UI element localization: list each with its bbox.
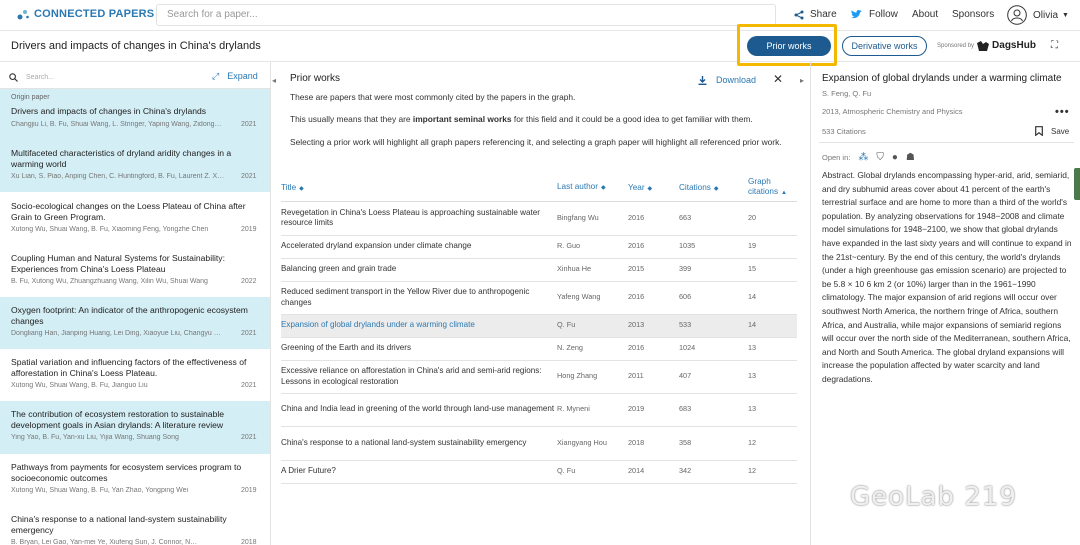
list-item[interactable] <box>0 139 270 192</box>
list-search-placeholder: Search... <box>26 73 55 81</box>
search-icon <box>9 73 18 82</box>
row-title: China and India lead in greening of the world through land-use management <box>281 393 557 426</box>
expand-label: Expand <box>227 71 258 81</box>
row-graph-citations: 19 <box>748 235 797 258</box>
detail-authors: S. Feng, Q. Fu <box>822 89 872 98</box>
paper-title: Oxygen footprint: An indicator of the anthropogenic ecosystem changes <box>11 305 248 326</box>
sponsors-link[interactable]: Sponsors <box>952 9 995 20</box>
paper-authors: Xutong Wu, Shuai Wang, B. Fu, Jianguo Liu <box>11 382 148 389</box>
row-title: Excessive reliance on afforestation in China's arid and semi-arid regions: Lessons in ecological restoration <box>281 360 557 393</box>
fullscreen-icon[interactable]: ⛶ <box>1051 40 1058 51</box>
row-graph-citations: 13 <box>748 393 797 426</box>
save-button[interactable] <box>1035 126 1069 136</box>
seminal-works-emphasis: important seminal works <box>412 114 512 124</box>
paper-authors: Ying Yao, B. Fu, Yan-xu Liu, Yijia Wang, Shuang Song <box>11 434 179 441</box>
paper-title: The contribution of ecosystem restoration to sustainable development goals in Asian drylands: A literature review <box>11 409 225 430</box>
sort-icon: ◆ <box>713 186 719 193</box>
row-author: Q. Fu <box>557 460 628 483</box>
paper-year: 2022 <box>241 278 257 285</box>
row-graph-citations: 13 <box>748 360 797 393</box>
download-icon <box>698 76 707 85</box>
list-item[interactable] <box>0 454 270 506</box>
row-year: 2016 <box>628 201 679 235</box>
save-label: Save <box>1051 126 1070 136</box>
row-citations: 663 <box>679 201 748 235</box>
row-author: Bingfang Wu <box>557 201 628 235</box>
divider <box>819 142 1074 143</box>
paper-year: 2021 <box>241 382 257 389</box>
column-label: Graph citations <box>748 177 779 197</box>
list-item[interactable] <box>0 245 270 297</box>
list-item[interactable] <box>0 192 270 245</box>
row-citations: 358 <box>679 426 748 460</box>
list-item[interactable] <box>0 349 270 401</box>
row-author: R. Guo <box>557 235 628 258</box>
row-title: Reduced sediment transport in the Yellow River due to anthropogenic changes <box>281 281 557 314</box>
description-line-2 <box>290 113 790 126</box>
paper-detail-panel <box>810 62 1080 545</box>
row-citations: 399 <box>679 258 748 281</box>
user-name: Olivia <box>1033 9 1059 21</box>
row-author: N. Zeng <box>557 337 628 360</box>
column-year[interactable] <box>628 175 679 201</box>
row-title: Greening of the Earth and its drivers <box>281 337 557 360</box>
row-citations: 1035 <box>679 235 748 258</box>
column-last-author[interactable] <box>557 175 628 201</box>
list-item[interactable] <box>0 506 270 545</box>
row-author: Xiangyang Hou <box>557 426 628 460</box>
detail-venue: 2013, Atmospheric Chemistry and Physics <box>822 107 963 116</box>
doi-icon[interactable]: ● <box>891 152 898 163</box>
row-year: 2014 <box>628 460 679 483</box>
sponsor-badge[interactable] <box>937 40 1036 51</box>
bookmark-icon <box>1035 126 1043 136</box>
paper-year: 2021 <box>241 173 257 180</box>
row-graph-citations: 14 <box>748 281 797 314</box>
column-label: Title <box>281 183 297 193</box>
logo[interactable] <box>17 8 154 20</box>
origin-paper-label: Origin paper <box>11 94 50 101</box>
row-title: Expansion of global drylands under a warming climate <box>281 314 557 337</box>
close-icon[interactable]: ✕ <box>773 72 784 86</box>
detail-citations: 533 Citations <box>822 127 866 136</box>
description-line-1: These are papers that were most commonly cited by the papers in the graph. <box>290 92 576 102</box>
row-year: 2018 <box>628 426 679 460</box>
share-link[interactable] <box>794 9 837 20</box>
column-label: Citations <box>679 183 711 193</box>
column-citations[interactable] <box>679 175 748 201</box>
row-graph-citations: 15 <box>748 258 797 281</box>
download-label: Download <box>716 75 757 85</box>
table-row-selected[interactable] <box>281 314 797 337</box>
table-row[interactable] <box>281 426 797 460</box>
row-title: Balancing green and grain trade <box>281 258 557 281</box>
row-title: Accelerated dryland expansion under climate change <box>281 235 557 258</box>
user-menu[interactable] <box>1007 5 1069 25</box>
google-scholar-icon[interactable]: ☗ <box>905 152 915 163</box>
sponsor-name: DagsHub <box>992 40 1036 51</box>
paper-authors: Changjiu Li, B. Fu, Shuai Wang, L. Stringer, Yaping Wang, Zidong… <box>11 121 222 128</box>
paper-authors: B. Bryan, Lei Gao, Yan-mei Ye, Xiufeng Sun, J. Connor, N… <box>11 539 198 545</box>
paper-year: 2021 <box>241 121 257 128</box>
more-options-icon[interactable]: ••• <box>1055 106 1070 118</box>
paper-title: Coupling Human and Natural Systems for Sustainability: Experiences from China's Loess Plateau <box>11 253 225 274</box>
row-year: 2013 <box>628 314 679 337</box>
sponsor-label: Sponsored by <box>937 42 975 49</box>
connected-papers-icon[interactable]: ⁂ <box>858 152 869 163</box>
description-text: This usually means that they are <box>290 114 413 124</box>
paper-title: China's response to a national land-system sustainability emergency <box>11 514 227 535</box>
list-item[interactable] <box>0 297 270 349</box>
open-in-label: Open in: <box>822 153 851 162</box>
paper-year: 2021 <box>241 434 257 441</box>
row-year: 2011 <box>628 360 679 393</box>
follow-link[interactable] <box>851 9 898 20</box>
dagshub-logo-icon <box>977 41 989 51</box>
list-search-input[interactable] <box>9 69 199 85</box>
row-graph-citations: 12 <box>748 460 797 483</box>
column-title[interactable] <box>281 175 557 201</box>
sort-desc-icon: ▲ <box>781 190 787 197</box>
chevron-down-icon: ▼ <box>1062 11 1069 19</box>
row-citations: 342 <box>679 460 748 483</box>
row-year: 2016 <box>628 235 679 258</box>
open-in-row <box>822 152 915 163</box>
connected-papers-logo-icon <box>17 8 29 20</box>
side-tab[interactable] <box>1074 168 1080 200</box>
row-graph-citations: 12 <box>748 426 797 460</box>
column-label: Year <box>628 183 645 193</box>
panel-heading: Prior works <box>290 73 341 84</box>
search-input[interactable]: Search for a paper... <box>156 4 776 26</box>
row-citations: 407 <box>679 360 748 393</box>
description-text: for this field and it could be a good idea to get familiar with them. <box>511 114 753 124</box>
paper-title: Multifaceted characteristics of dryland aridity changes in a warming world <box>11 148 232 169</box>
graph-title: Drivers and impacts of changes in China's drylands <box>11 40 261 52</box>
row-author: Q. Fu <box>557 314 628 337</box>
column-label: Last author <box>557 182 598 192</box>
table-row[interactable] <box>281 460 797 483</box>
paper-authors: Xutong Wu, Shuai Wang, B. Fu, Yan Zhao, Yongping Wei <box>11 487 189 494</box>
semantic-scholar-icon[interactable]: ⛉ <box>876 152 884 163</box>
paper-authors: Dongliang Han, Jianping Huang, Lei Ding, Xiaoyue Liu, Changyu … <box>11 330 221 337</box>
download-button[interactable] <box>698 75 756 85</box>
paper-title: Socio-ecological changes on the Loess Plateau of China after Grain to Green Program. <box>11 201 246 222</box>
graph-papers-list <box>0 62 271 545</box>
row-citations: 606 <box>679 281 748 314</box>
row-citations: 1024 <box>679 337 748 360</box>
about-link[interactable]: About <box>912 9 939 20</box>
table-row[interactable] <box>281 281 797 314</box>
detail-title[interactable]: Expansion of global drylands under a warming climate <box>822 73 1062 84</box>
table-row[interactable] <box>281 393 797 426</box>
collapse-left-icon[interactable]: ◂ <box>272 76 277 85</box>
sort-icon: ◆ <box>647 186 653 193</box>
app-name: CONNECTED PAPERS <box>34 8 155 20</box>
paper-title: Spatial variation and influencing factors of the effectiveness of afforestation in China's Loess Plateau. <box>11 357 247 378</box>
table-row[interactable] <box>281 337 797 360</box>
row-title: China's response to a national land-system sustainability emergency <box>281 426 557 460</box>
row-title: A Drier Future? <box>281 460 557 483</box>
row-year: 2019 <box>628 393 679 426</box>
paper-year: 2021 <box>241 330 257 337</box>
row-graph-citations: 20 <box>748 201 797 235</box>
twitter-icon <box>851 10 862 19</box>
table-row[interactable] <box>281 235 797 258</box>
table-header <box>281 175 797 201</box>
row-author: Xinhua He <box>557 258 628 281</box>
paper-year: 2018 <box>241 539 257 545</box>
row-year: 2016 <box>628 281 679 314</box>
paper-authors: B. Fu, Xutong Wu, Zhuangzhuang Wang, Xilin Wu, Shuai Wang <box>11 278 208 285</box>
sort-icon: ◆ <box>600 185 606 192</box>
paper-authors: Xutong Wu, Shuai Wang, B. Fu, Xiaoming Feng, Yongzhe Chen <box>11 226 209 233</box>
expand-button[interactable] <box>212 71 258 82</box>
watermark: GeoLab 219 <box>850 482 1017 512</box>
row-year: 2016 <box>628 337 679 360</box>
row-author: Hong Zhang <box>557 360 628 393</box>
derivative-works-button[interactable]: Derivative works <box>842 36 927 56</box>
row-graph-citations: 13 <box>748 337 797 360</box>
paper-year: 2019 <box>241 226 257 233</box>
column-graph-citations[interactable] <box>748 175 797 201</box>
row-author: R. Myneni <box>557 393 628 426</box>
share-icon <box>794 10 804 20</box>
row-graph-citations: 14 <box>748 314 797 337</box>
expand-arrows-icon: ⤢ <box>212 71 220 81</box>
row-citations: 683 <box>679 393 748 426</box>
list-item[interactable] <box>0 401 270 454</box>
top-bar <box>0 0 1080 31</box>
row-author: Yafeng Wang <box>557 281 628 314</box>
prior-works-table <box>281 175 797 484</box>
paper-title: Pathways from payments for ecosystem services program to socioeconomic outcomes <box>11 462 242 483</box>
description-line-3: Selecting a prior work will highlight all graph papers referencing it, and selecting a graph paper will highlight all referenced prior work. <box>290 137 782 147</box>
row-citations: 533 <box>679 314 748 337</box>
collapse-right-icon[interactable]: ▸ <box>800 76 805 85</box>
paper-title: Drivers and impacts of changes in China's drylands <box>11 106 207 116</box>
table-row[interactable] <box>281 360 797 393</box>
row-year: 2015 <box>628 258 679 281</box>
paper-year: 2019 <box>241 487 257 494</box>
avatar-icon <box>1007 5 1027 25</box>
origin-paper-item[interactable] <box>0 89 270 139</box>
sort-icon: ◆ <box>299 186 304 193</box>
table-row[interactable] <box>281 258 797 281</box>
share-label: Share <box>810 9 837 20</box>
table-row[interactable] <box>281 201 797 235</box>
follow-label: Follow <box>869 9 898 20</box>
detail-abstract: Abstract. Global drylands encompassing hyper-arid, arid, semiarid, and dry subhumid areas cover about 41 percent of the earth's terrestrial surface and are home to more than a third of the world's population. By analyzing observations for 1948−2008 and climate model simulations for 1948−2100, we show that global drylands have expanded in the last sixty years and will continue to expand in the 21st~century. By the end of this century, the world's drylands (under a high greenhouse gas emission scenario) are projected to be 5.8 × 10 6 km 2 (or 10%) larger than in the 1961−1990 climatology. The major expansion of arid regions will occur over southwest North America, the northern fringe of Africa, southern Africa, and Australia, while major expansions of semiarid regions will occur over the north side of the Mediterranean, southern Africa, and North and South America. The global dryland expansions will increase the population affected by water scarcity and land degradations. <box>822 170 1072 384</box>
row-title: Revegetation in China's Loess Plateau is approaching sustainable water resource limits <box>281 201 557 235</box>
prior-works-button[interactable]: Prior works <box>747 36 831 56</box>
paper-authors: Xu Lian, S. Piao, Anping Chen, C. Huntingford, B. Fu, Laurent Z. X… <box>11 173 225 180</box>
